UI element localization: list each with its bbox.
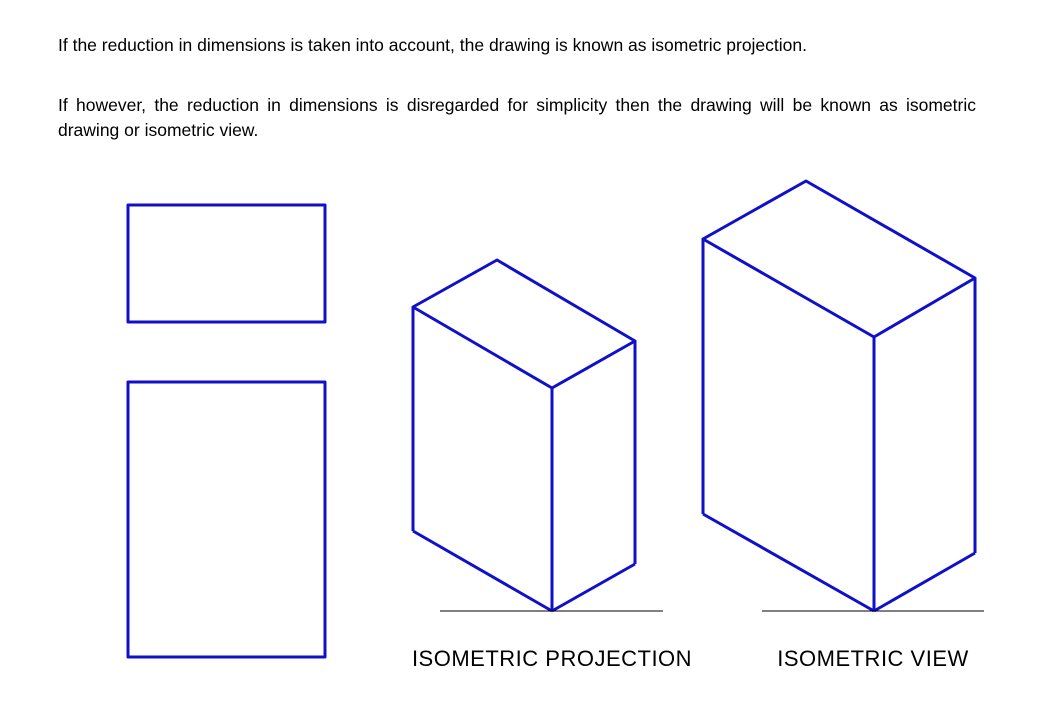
orthographic-views <box>128 205 325 657</box>
intro-paragraph-view: If however, the reduction in dimensions is disregarded for simplicity then the drawing will be known as isometric drawing or isometric view. <box>58 95 976 140</box>
front-view-rectangle <box>128 382 325 657</box>
isometric-projection-box <box>413 260 635 611</box>
view-bottom-left-edge <box>703 514 874 611</box>
projection-bottom-right-edge <box>552 564 635 611</box>
view-top-face <box>703 181 975 337</box>
projection-caption: ISOMETRIC PROJECTION <box>411 646 693 671</box>
view-bottom-right-edge <box>874 553 975 611</box>
view-caption: ISOMETRIC VIEW <box>777 646 969 671</box>
projection-bottom-left-edge <box>413 531 552 611</box>
intro-paragraph-projection: If the reduction in dimensions is taken into account, the drawing is known as isometric projection. <box>58 35 807 55</box>
isometric-view-box <box>703 181 975 611</box>
projection-top-face <box>413 260 635 388</box>
top-view-rectangle <box>128 205 325 322</box>
